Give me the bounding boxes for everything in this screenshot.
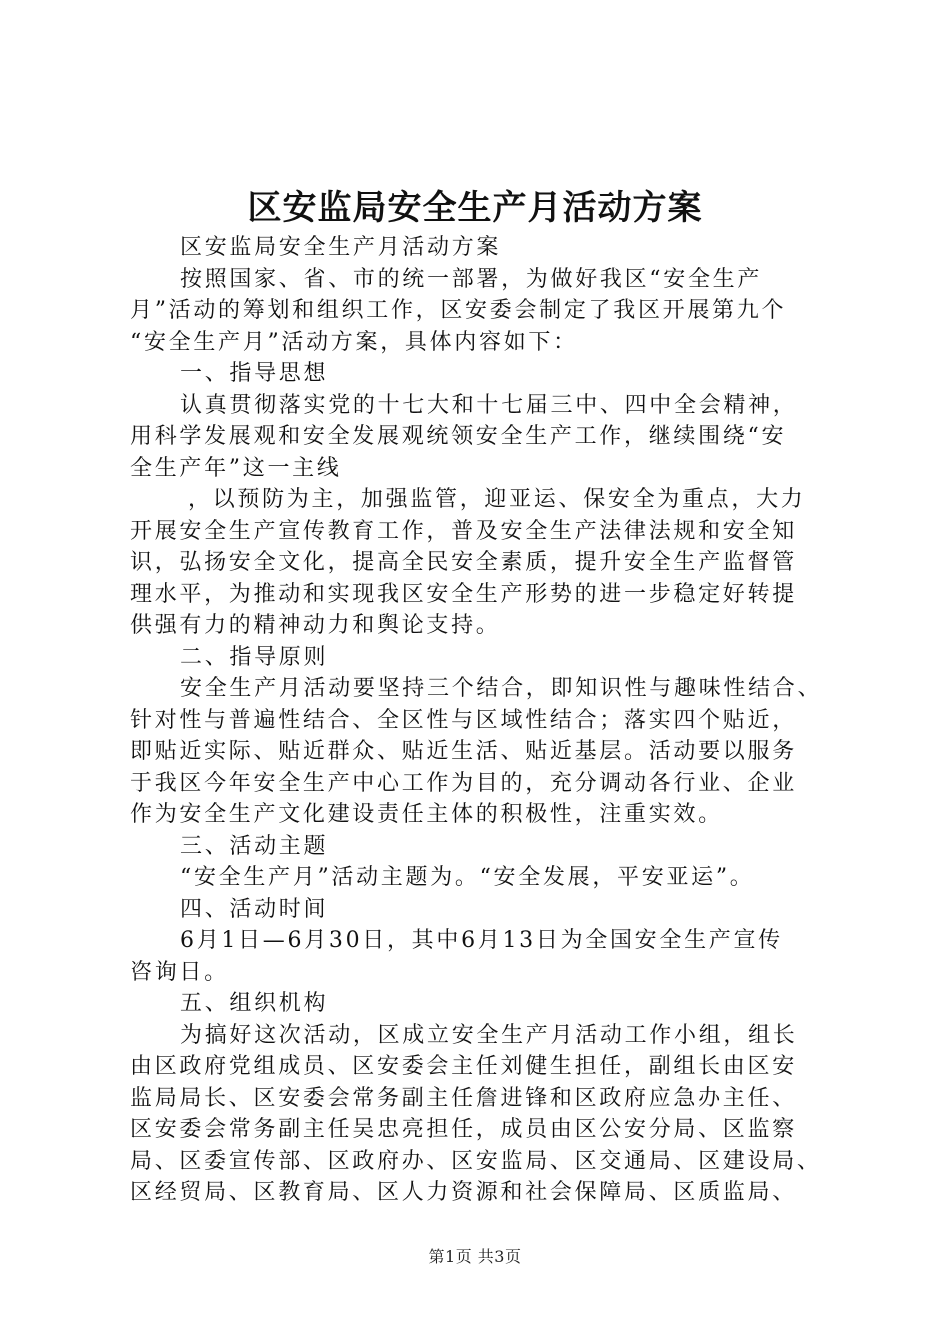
document-title: 区安监局安全生产月活动方案 bbox=[247, 188, 703, 228]
document-body bbox=[130, 232, 830, 1209]
section-heading: 四、活动时间 bbox=[180, 896, 329, 922]
paragraph-line: 开展安全生产宣传教育工作，普及安全生产法律法规和安全知 bbox=[130, 518, 797, 544]
paragraph-line: “安全生产月”活动方案，具体内容如下： bbox=[130, 329, 578, 355]
paragraph-line: 安全生产月活动要坚持三个结合，即知识性与趣味性结合、 bbox=[180, 676, 823, 701]
paragraph-line: 按照国家、省、市的统一部署，为做好我区“安全生产 bbox=[180, 266, 763, 292]
paragraph-line: 即贴近实际、贴近群众、贴近生活、贴近基层。活动要以服务 bbox=[130, 739, 797, 764]
section-heading: 一、指导思想 bbox=[180, 361, 329, 386]
paragraph-line: 6月1日—6月30日，其中6月13日为全国安全生产宣传 bbox=[180, 928, 783, 953]
paragraph-line: 用科学发展观和安全发展观统领安全生产工作，继续围绕“安 bbox=[130, 424, 787, 449]
paragraph-line: ，以预防为主，加强监管，迎亚运、保安全为重点，大力 bbox=[188, 487, 806, 512]
paragraph-line: 针对性与普遍性结合、全区性与区域性结合；落实四个贴近， bbox=[130, 707, 797, 733]
paragraph-line: 区经贸局、区教育局、区人力资源和社会保障局、区质监局、 bbox=[130, 1180, 797, 1205]
paragraph-line: 局、区委宣传部、区政府办、区安监局、区交通局、区建设局、 bbox=[130, 1148, 822, 1174]
paragraph-line: 认真贯彻落实党的十七大和十七届三中、四中全会精神， bbox=[180, 392, 798, 418]
paragraph-line: 为搞好这次活动，区成立安全生产月活动工作小组，组长 bbox=[180, 1022, 798, 1048]
paragraph-line: 于我区今年安全生产中心工作为目的，充分调动各行业、企业 bbox=[130, 770, 797, 796]
paragraph-line: 作为安全生产文化建设责任主体的积极性，注重实效。 bbox=[130, 802, 723, 827]
paragraph-line: 咨询日。 bbox=[130, 959, 229, 985]
paragraph-line: 理水平，为推动和实现我区安全生产形势的进一步稳定好转提 bbox=[130, 581, 797, 607]
paragraph-line: 月”活动的筹划和组织工作，区安委会制定了我区开展第九个 bbox=[130, 298, 787, 323]
section-heading: 二、指导原则 bbox=[180, 644, 329, 670]
paragraph-line: 区安委会常务副主任吴忠亮担任，成员由区公安分局、区监察 bbox=[130, 1117, 797, 1142]
section-heading: 三、活动主题 bbox=[180, 833, 329, 859]
section-heading: 五、组织机构 bbox=[180, 991, 329, 1016]
paragraph-line: “安全生产月”活动主题为。“安全发展，平安亚运”。 bbox=[180, 865, 755, 890]
page-footer: 第1页 共3页 bbox=[428, 1247, 522, 1266]
paragraph-line: 监局局长、区安委会常务副主任詹进锋和区政府应急办主任、 bbox=[130, 1085, 797, 1111]
paragraph-line: 识，弘扬安全文化，提高全民安全素质，提升安全生产监督管 bbox=[130, 550, 797, 575]
paragraph-line: 全生产年”这一主线 bbox=[130, 455, 342, 481]
subtitle-line: 区安监局安全生产月活动方案 bbox=[180, 235, 502, 260]
paragraph-line: 由区政府党组成员、区安委会主任刘健生担任，副组长由区安 bbox=[130, 1054, 797, 1079]
paragraph-line: 供强有力的精神动力和舆论支持。 bbox=[130, 613, 501, 638]
